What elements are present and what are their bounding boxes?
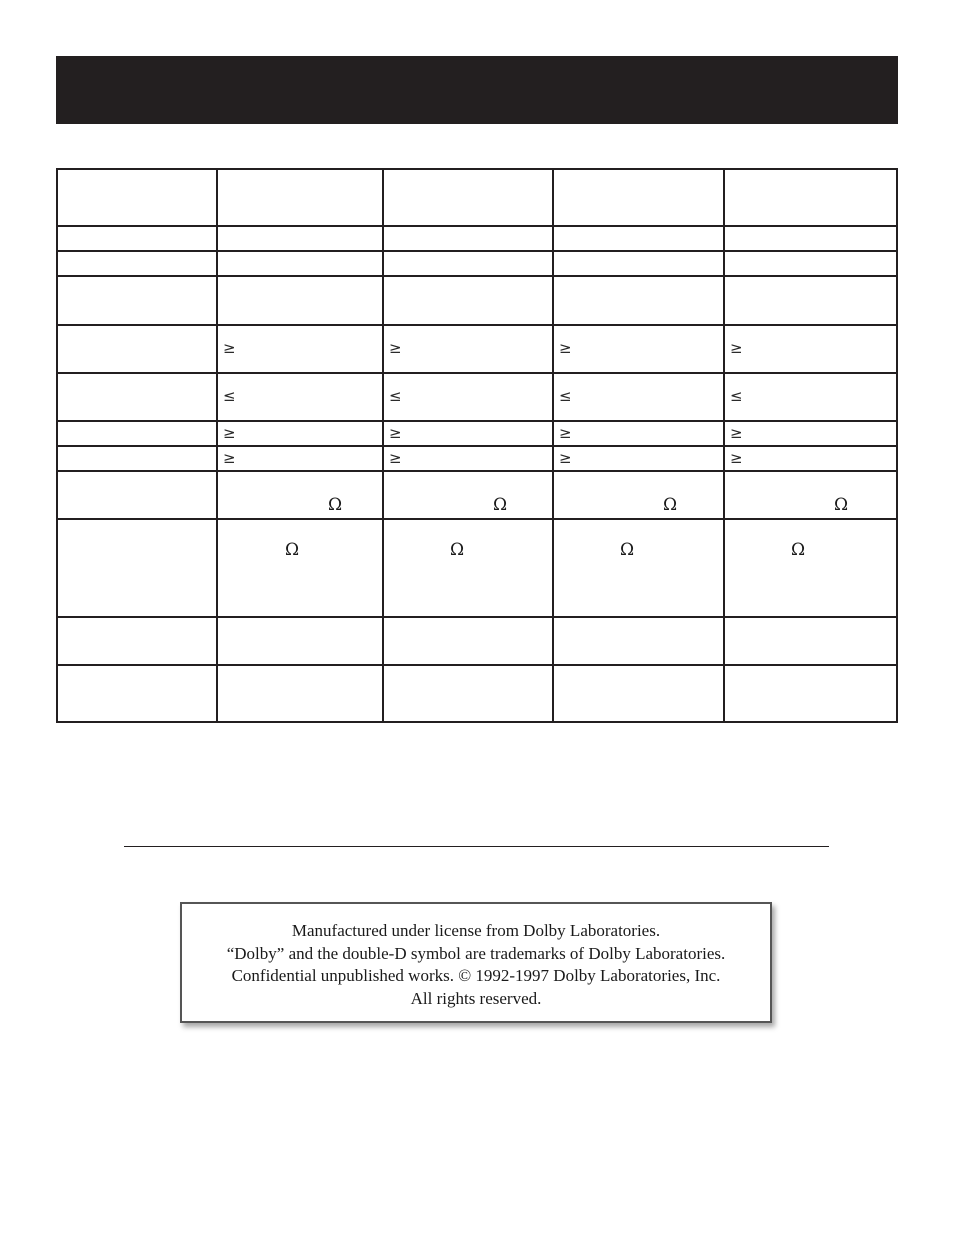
header-bar [56, 56, 898, 124]
table-cell [57, 519, 217, 617]
table-cell [383, 325, 553, 373]
table-cell [553, 169, 724, 226]
greater-equal-symbol: ≥ [730, 339, 743, 358]
ohm-symbol: Ω [620, 540, 635, 560]
table-cell [383, 169, 553, 226]
table-cell [383, 421, 553, 446]
table-cell [217, 421, 383, 446]
table-cell [57, 471, 217, 519]
greater-equal-symbol: ≥ [559, 423, 572, 442]
license-line: All rights reserved. [410, 988, 542, 1008]
ohm-symbol: Ω [834, 495, 849, 515]
table-cell [57, 373, 217, 421]
table-cell [57, 325, 217, 373]
table-cell [553, 519, 724, 617]
table-cell [553, 446, 724, 471]
table-cell [383, 519, 553, 617]
table-cell [553, 251, 724, 276]
table-cell [553, 421, 724, 446]
table-cell [553, 471, 724, 519]
table-cell [724, 325, 897, 373]
table-cell [217, 617, 383, 665]
table-cell [724, 665, 897, 722]
table-cell [383, 446, 553, 471]
table-cell [383, 251, 553, 276]
ohm-symbol: Ω [285, 540, 300, 560]
table-cell [383, 665, 553, 722]
table-cell [57, 251, 217, 276]
less-equal-symbol: ≤ [730, 387, 743, 406]
table-cell [57, 446, 217, 471]
table-row [57, 421, 897, 446]
table-cell [724, 373, 897, 421]
license-line: Manufactured under license from Dolby Laboratories. [291, 921, 661, 940]
less-equal-symbol: ≤ [389, 387, 402, 406]
ohm-symbol: Ω [791, 540, 806, 560]
table-row [57, 251, 897, 276]
table-cell [724, 617, 897, 665]
table-cell [724, 471, 897, 519]
table-cell [553, 276, 724, 325]
less-equal-symbol: ≤ [223, 387, 236, 406]
table-cell [57, 276, 217, 325]
table-cell [57, 169, 217, 226]
table-cell [57, 226, 217, 251]
greater-equal-symbol: ≥ [559, 448, 572, 467]
greater-equal-symbol: ≥ [730, 423, 743, 442]
table-cell [217, 251, 383, 276]
table-cell [217, 373, 383, 421]
greater-equal-symbol: ≥ [559, 339, 572, 358]
table-cell [553, 226, 724, 251]
table-header-row [57, 169, 897, 226]
table-cell [724, 226, 897, 251]
table-cell [383, 373, 553, 421]
table-row [57, 446, 897, 471]
greater-equal-symbol: ≥ [223, 448, 236, 467]
table-cell [217, 226, 383, 251]
table-cell [383, 226, 553, 251]
greater-equal-symbol: ≥ [389, 339, 402, 358]
table-row [57, 276, 897, 325]
table-row [57, 373, 897, 421]
table-cell [553, 373, 724, 421]
greater-equal-symbol: ≥ [389, 423, 402, 442]
table-cell [724, 276, 897, 325]
table-cell [724, 251, 897, 276]
greater-equal-symbol: ≥ [730, 448, 743, 467]
ohm-symbol: Ω [450, 540, 465, 560]
table-cell [383, 471, 553, 519]
table-cell [383, 276, 553, 325]
table-cell [724, 421, 897, 446]
license-line: “Dolby” and the double-D symbol are trademarks of Dolby Laboratories. [226, 943, 726, 963]
table-cell [217, 446, 383, 471]
table-cell [57, 421, 217, 446]
table-cell [217, 276, 383, 325]
table-cell [553, 665, 724, 722]
table-row [57, 471, 897, 519]
ohm-symbol: Ω [663, 495, 678, 515]
table-cell [217, 665, 383, 722]
ohm-symbol: Ω [328, 495, 343, 515]
greater-equal-symbol: ≥ [223, 339, 236, 358]
license-line: Confidential unpublished works. © 1992-1997 Dolby Laboratories, Inc. [231, 966, 721, 985]
less-equal-symbol: ≤ [559, 387, 572, 406]
greater-equal-symbol: ≥ [223, 423, 236, 442]
table-cell [724, 446, 897, 471]
specifications-table [56, 168, 898, 723]
table-row [57, 519, 897, 617]
table-row [57, 226, 897, 251]
dolby-license-notice [180, 902, 772, 1023]
table-cell [724, 169, 897, 226]
horizontal-rule [124, 846, 829, 847]
table-cell [217, 471, 383, 519]
table-cell [217, 325, 383, 373]
table-cell [553, 325, 724, 373]
table-cell [217, 169, 383, 226]
table-cell [57, 665, 217, 722]
ohm-symbol: Ω [493, 495, 508, 515]
table-row [57, 665, 897, 722]
table-cell [724, 519, 897, 617]
table-row [57, 617, 897, 665]
table-row [57, 325, 897, 373]
table-cell [57, 617, 217, 665]
greater-equal-symbol: ≥ [389, 448, 402, 467]
table-cell [553, 617, 724, 665]
table-cell [217, 519, 383, 617]
table-cell [383, 617, 553, 665]
